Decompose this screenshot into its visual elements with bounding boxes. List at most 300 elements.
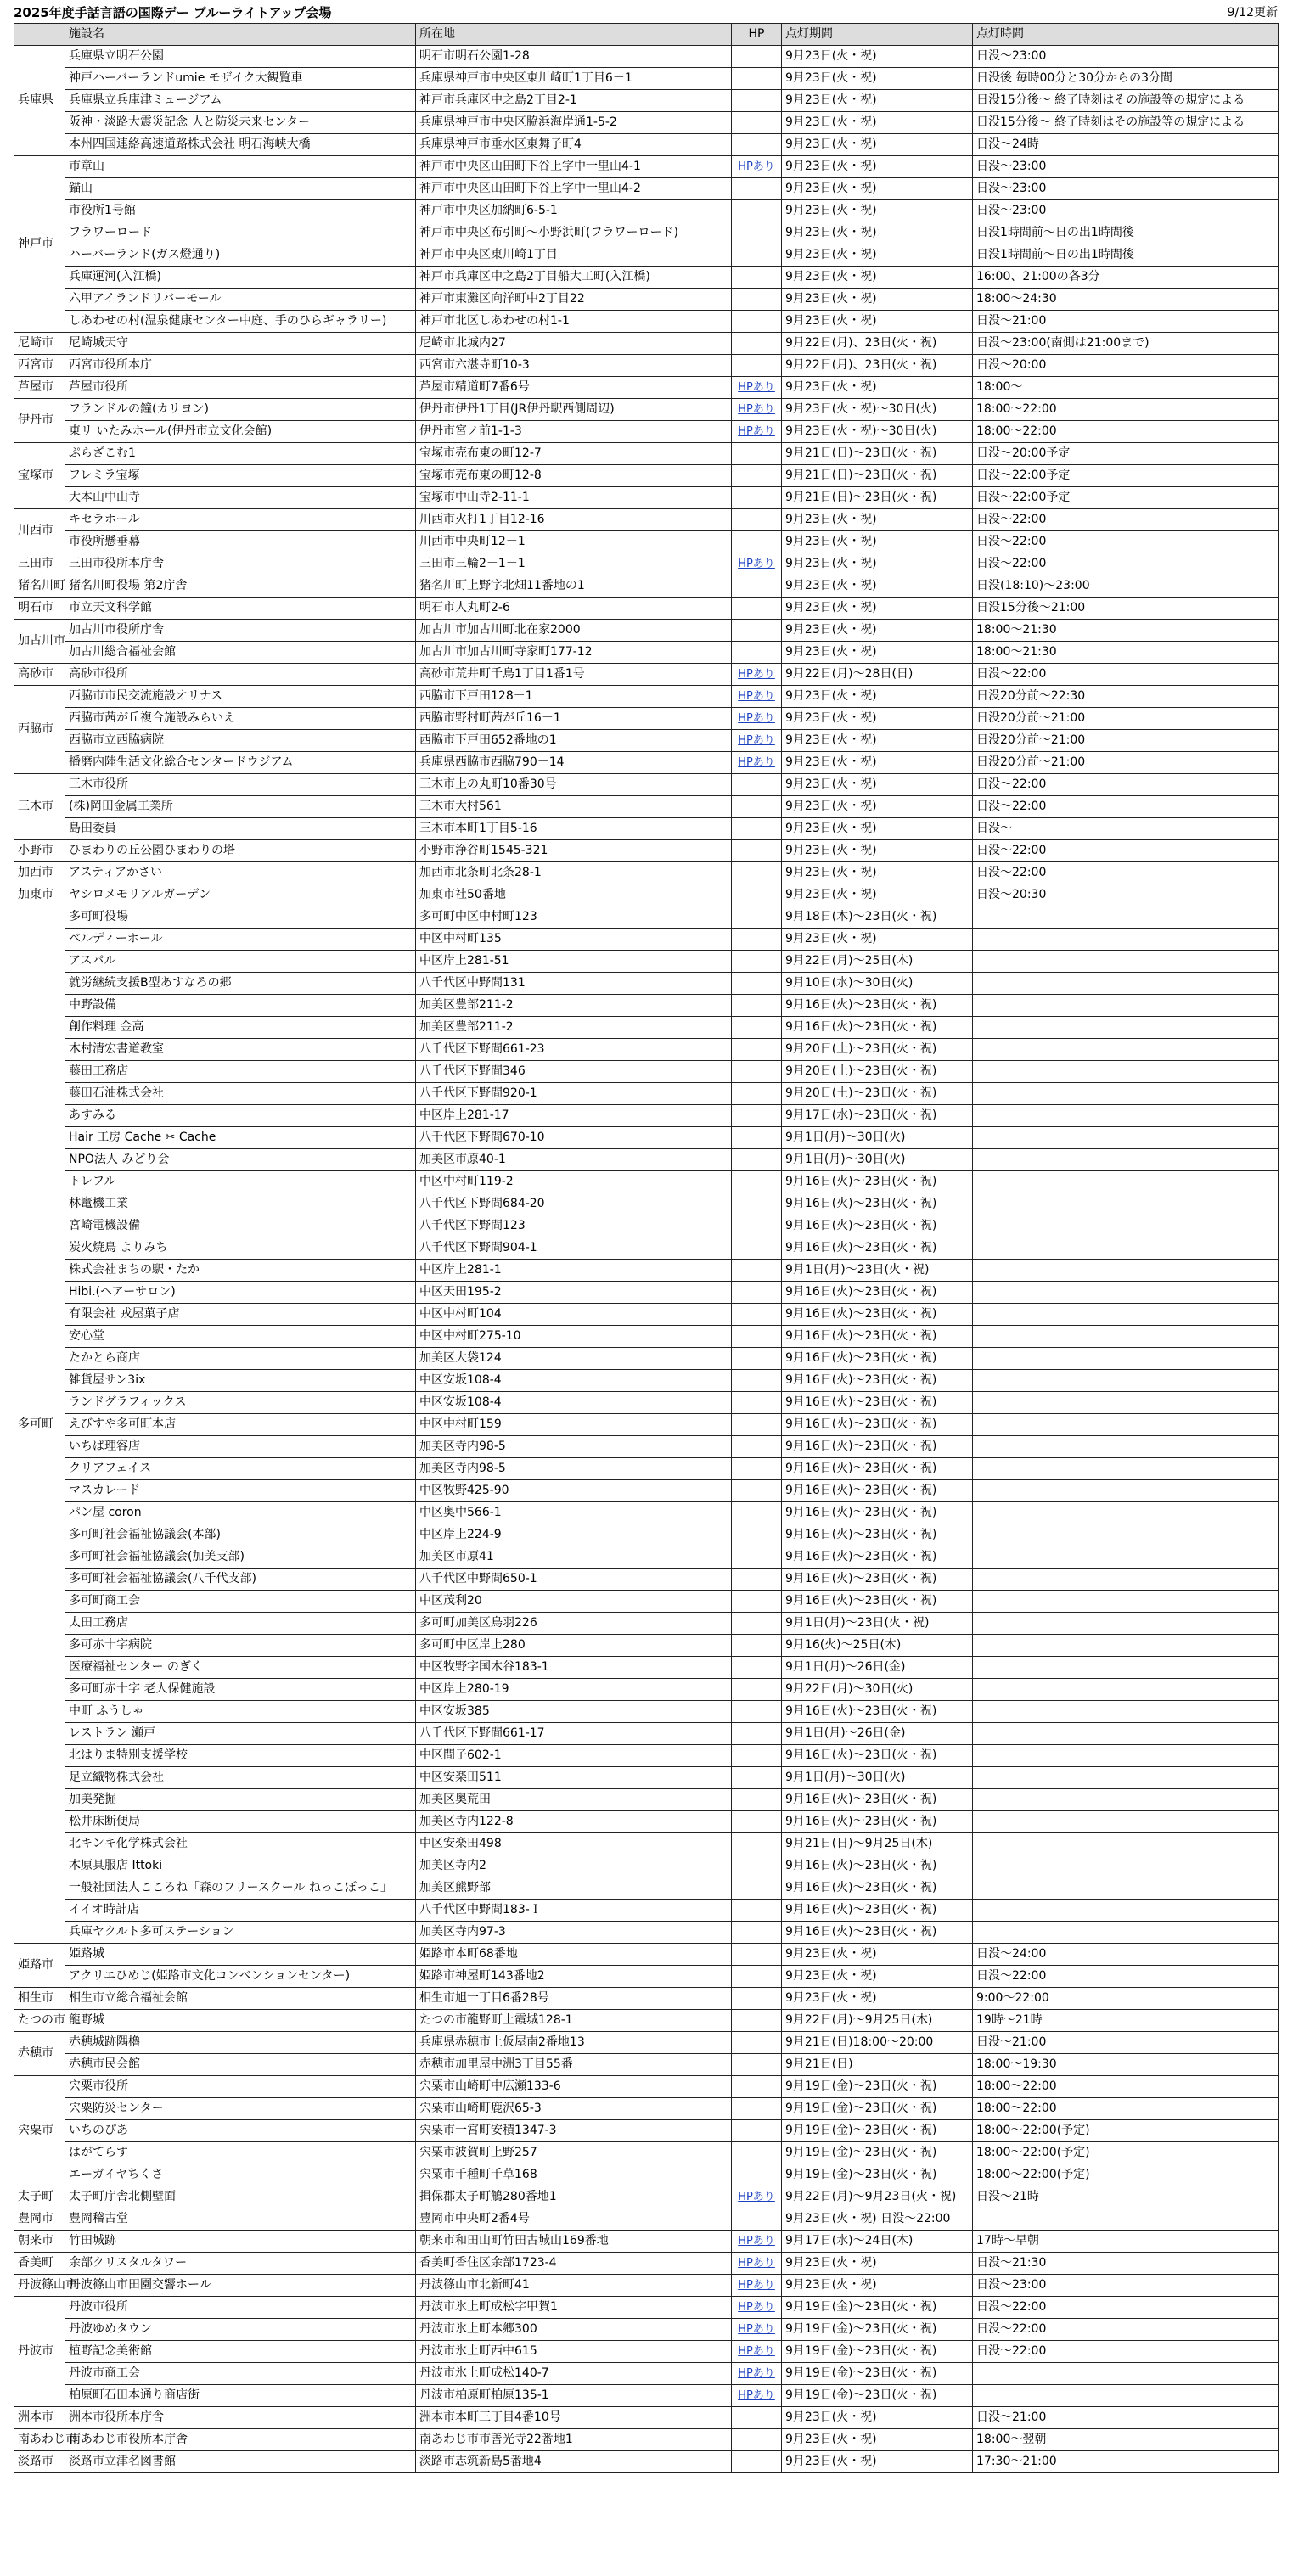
hp-cell (732, 1789, 782, 1811)
period-cell: 9月1日(月)～26日(金) (782, 1657, 973, 1679)
address-cell: 兵庫県神戸市中央区脇浜海岸通1-5-2 (416, 112, 732, 134)
table-row (14, 686, 1279, 708)
facility-name-cell: 多可町商工会 (65, 1591, 416, 1613)
hours-cell (973, 1657, 1279, 1679)
period-cell: 9月16日(火)～23日(火・祝) (782, 1789, 973, 1811)
address-cell: 中区中村町275-10 (416, 1326, 732, 1348)
address-cell: 八千代区下野間670-10 (416, 1127, 732, 1149)
hours-cell (973, 1679, 1279, 1701)
table-row (14, 1215, 1279, 1237)
period-cell: 9月23日(火・祝) (782, 46, 973, 68)
address-cell: 淡路市志筑新島5番地4 (416, 2451, 732, 2473)
facility-name-cell: 赤穂市民会館 (65, 2054, 416, 2076)
address-cell: 神戸市兵庫区中之島2丁目2-1 (416, 90, 732, 112)
hp-link[interactable]: HPあり (738, 2389, 775, 2402)
municipality-cell: 朝来市 (14, 2231, 65, 2253)
table-row (14, 2208, 1279, 2231)
hp-cell (732, 2363, 782, 2385)
facility-name-cell: いちば理容店 (65, 1436, 416, 1458)
hours-cell: 日没～22:00予定 (973, 465, 1279, 487)
hp-cell (732, 267, 782, 289)
header-hp: HP (732, 24, 782, 46)
hp-link[interactable]: HPあり (738, 2301, 775, 2314)
facility-name-cell: 尼崎城天守 (65, 333, 416, 355)
hp-cell (732, 1171, 782, 1193)
hours-cell (973, 1767, 1279, 1789)
hp-cell (732, 112, 782, 134)
address-cell: 八千代区下野間920-1 (416, 1083, 732, 1105)
table-row (14, 267, 1279, 289)
facility-name-cell: 三田市役所本庁舎 (65, 553, 416, 575)
table-row (14, 1458, 1279, 1480)
facility-name-cell: 東リ いたみホール(伊丹市立文化会館) (65, 421, 416, 443)
facility-name-cell: 藤田石油株式会社 (65, 1083, 416, 1105)
hours-cell: 日没15分後～ 終了時刻はその施設等の規定による (973, 112, 1279, 134)
address-cell: 中区牧野425-90 (416, 1480, 732, 1502)
municipality-cell: 猪名川町 (14, 575, 65, 598)
address-cell: 加東市社50番地 (416, 884, 732, 906)
hp-cell (732, 686, 782, 708)
hp-cell (732, 642, 782, 664)
facility-name-cell: 多可町社会福祉協議会(本部) (65, 1524, 416, 1546)
period-cell: 9月16日(火)～23日(火・祝) (782, 1855, 973, 1877)
facility-name-cell: えびすや多可町本店 (65, 1414, 416, 1436)
table-row (14, 1701, 1279, 1723)
municipality-cell: 南あわじ市 (14, 2429, 65, 2451)
hours-cell (973, 906, 1279, 929)
hp-cell (732, 1348, 782, 1370)
address-cell: 香美町香住区余部1723-4 (416, 2253, 732, 2275)
table-row (14, 1679, 1279, 1701)
address-cell: 神戸市北区しあわせの村1-1 (416, 311, 732, 333)
period-cell: 9月1日(月)～30日(火) (782, 1127, 973, 1149)
facility-name-cell: しあわせの村(温泉健康センター中庭、手のひらギャラリー) (65, 311, 416, 333)
hp-cell (732, 1613, 782, 1635)
table-row (14, 1304, 1279, 1326)
table-row (14, 1944, 1279, 1966)
hp-cell (732, 2385, 782, 2407)
hours-cell: 日没～21時 (973, 2186, 1279, 2208)
facility-name-cell: 芦屋市役所 (65, 377, 416, 399)
facility-name-cell: ハーバーランド(ガス燈通り) (65, 244, 416, 267)
table-row (14, 2407, 1279, 2429)
hp-link[interactable]: HPあり (738, 668, 775, 681)
address-cell: 中区奥中566-1 (416, 1502, 732, 1524)
table-row (14, 90, 1279, 112)
period-cell: 9月23日(火・祝) 日没～22:00 (782, 2208, 973, 2231)
table-row (14, 377, 1279, 399)
period-cell: 9月21日(日)～23日(火・祝) (782, 487, 973, 509)
period-cell: 9月16日(火)～23日(火・祝) (782, 1458, 973, 1480)
period-cell: 9月16日(火)～23日(火・祝) (782, 1745, 973, 1767)
period-cell: 9月16日(火)～23日(火・祝) (782, 1900, 973, 1922)
facility-name-cell: NPO法人 みどり会 (65, 1149, 416, 1171)
table-header-row (14, 24, 1279, 46)
address-cell: 中区安楽田511 (416, 1767, 732, 1789)
facility-name-cell: 炭火焼鳥 よりみち (65, 1237, 416, 1260)
address-cell: 南あわじ市市善光寺22番地1 (416, 2429, 732, 2451)
facility-name-cell: 西宮市役所本庁 (65, 355, 416, 377)
hp-cell (732, 487, 782, 509)
table-row (14, 1767, 1279, 1789)
period-cell: 9月16日(火)～23日(火・祝) (782, 1922, 973, 1944)
hp-link[interactable]: HPあり (738, 2345, 775, 2358)
hours-cell: 日没～22:00 (973, 509, 1279, 531)
facility-name-cell: 兵庫県立明石公園 (65, 46, 416, 68)
hours-cell (973, 1326, 1279, 1348)
table-row (14, 1502, 1279, 1524)
hp-cell (732, 1569, 782, 1591)
municipality-cell: 香美町 (14, 2253, 65, 2275)
hp-cell (732, 2297, 782, 2319)
hours-cell: 18:00～22:00(予定) (973, 2120, 1279, 2142)
hp-cell (732, 1502, 782, 1524)
table-row (14, 2363, 1279, 2385)
address-cell: 加西市北条町北条28-1 (416, 862, 732, 884)
period-cell: 9月23日(火・祝) (782, 774, 973, 796)
hours-cell: 9:00～22:00 (973, 1988, 1279, 2010)
period-cell: 9月23日(火・祝) (782, 752, 973, 774)
table-row (14, 818, 1279, 840)
hp-cell (732, 2120, 782, 2142)
period-cell: 9月23日(火・祝) (782, 200, 973, 222)
period-cell: 9月16日(火)～23日(火・祝) (782, 1436, 973, 1458)
hp-cell (732, 1193, 782, 1215)
address-cell: 宍粟市波賀町上野257 (416, 2142, 732, 2164)
period-cell: 9月20日(土)～23日(火・祝) (782, 1083, 973, 1105)
hp-link[interactable]: HPあり (738, 756, 775, 769)
hp-cell (732, 46, 782, 68)
hp-cell (732, 2407, 782, 2429)
address-cell: 八千代区下野間661-17 (416, 1723, 732, 1745)
municipality-cell: 相生市 (14, 1988, 65, 2010)
hours-cell (973, 1149, 1279, 1171)
hours-cell: 日没～23:00 (973, 178, 1279, 200)
table-row (14, 2010, 1279, 2032)
period-cell: 9月23日(火・祝) (782, 840, 973, 862)
period-cell: 9月23日(火・祝) (782, 884, 973, 906)
hours-cell: 16:00、21:00の各3分 (973, 267, 1279, 289)
hp-cell (732, 1436, 782, 1458)
period-cell: 9月23日(火・祝) (782, 686, 973, 708)
hp-cell (732, 244, 782, 267)
facility-name-cell: 木村清宏書道教室 (65, 1039, 416, 1061)
period-cell: 9月19日(金)～23日(火・祝) (782, 2142, 973, 2164)
address-cell: 神戸市東灘区向洋町中2丁目22 (416, 289, 732, 311)
hp-link[interactable]: HPあり (738, 558, 775, 570)
table-row (14, 664, 1279, 686)
period-cell: 9月17日(水)～24日(木) (782, 2231, 973, 2253)
facility-name-cell: フランドルの鐘(カリヨン) (65, 399, 416, 421)
hours-cell (973, 1811, 1279, 1833)
hp-cell (732, 1900, 782, 1922)
address-cell: 西脇市下戸田128－1 (416, 686, 732, 708)
period-cell: 9月23日(火・祝) (782, 68, 973, 90)
table-row (14, 951, 1279, 973)
facility-name-cell: 多可赤十字病院 (65, 1635, 416, 1657)
hp-link[interactable]: HPあり (738, 160, 775, 173)
hours-cell: 日没～21:00 (973, 311, 1279, 333)
address-cell: 中区間子602-1 (416, 1745, 732, 1767)
period-cell: 9月22日(月)～25日(木) (782, 951, 973, 973)
address-cell: 八千代区中野間650-1 (416, 1569, 732, 1591)
period-cell: 9月16日(火)～23日(火・祝) (782, 1569, 973, 1591)
facility-name-cell: 株式会社まちの駅・たか (65, 1260, 416, 1282)
facility-name-cell: あすみる (65, 1105, 416, 1127)
hours-cell (973, 1414, 1279, 1436)
hp-cell (732, 1723, 782, 1745)
facility-name-cell: アクリエひめじ(姫路市文化コンベンションセンター) (65, 1966, 416, 1988)
period-cell: 9月19日(金)～23日(火・祝) (782, 2363, 973, 2385)
period-cell: 9月16日(火)～23日(火・祝) (782, 1215, 973, 1237)
address-cell: 朝来市和田山町竹田古城山169番地 (416, 2231, 732, 2253)
period-cell: 9月1日(月)～26日(金) (782, 1723, 973, 1745)
hp-link[interactable]: HPあり (738, 690, 775, 703)
address-cell: 宝塚市売布東の町12-8 (416, 465, 732, 487)
hours-cell (973, 1877, 1279, 1900)
table-row (14, 995, 1279, 1017)
hp-cell (732, 2098, 782, 2120)
table-row (14, 2054, 1279, 2076)
facility-name-cell: 丹波市役所 (65, 2297, 416, 2319)
table-row (14, 443, 1279, 465)
table-row (14, 2341, 1279, 2363)
table-row (14, 1127, 1279, 1149)
period-cell: 9月16日(火)～23日(火・祝) (782, 1414, 973, 1436)
hp-link[interactable]: HPあり (738, 2367, 775, 2380)
hp-cell (732, 421, 782, 443)
hp-cell (732, 951, 782, 973)
hp-cell (732, 1326, 782, 1348)
facility-name-cell: フレミラ宝塚 (65, 465, 416, 487)
hours-cell (973, 1193, 1279, 1215)
facility-name-cell: 丹波篠山市田園交響ホール (65, 2275, 416, 2297)
facility-name-cell: 南あわじ市役所本庁舎 (65, 2429, 416, 2451)
table-row (14, 68, 1279, 90)
table-row (14, 1657, 1279, 1679)
table-row (14, 134, 1279, 156)
facility-name-cell: 市役所懸垂幕 (65, 531, 416, 553)
table-row (14, 1922, 1279, 1944)
facility-name-cell: アスパル (65, 951, 416, 973)
period-cell: 9月16日(火)～23日(火・祝) (782, 1370, 973, 1392)
hours-cell (973, 973, 1279, 995)
hp-link[interactable]: HPあり (738, 2257, 775, 2270)
hp-cell (732, 2010, 782, 2032)
table-row (14, 289, 1279, 311)
hp-cell (732, 289, 782, 311)
hp-cell (732, 1149, 782, 1171)
period-cell: 9月17日(水)～23日(火・祝) (782, 1105, 973, 1127)
hp-cell (732, 598, 782, 620)
address-cell: 三木市上の丸町10番30号 (416, 774, 732, 796)
table-row (14, 2297, 1279, 2319)
hp-cell (732, 1260, 782, 1282)
table-row (14, 1900, 1279, 1922)
hp-cell (732, 2054, 782, 2076)
address-cell: たつの市龍野町上霞城128-1 (416, 2010, 732, 2032)
table-row (14, 112, 1279, 134)
table-row (14, 642, 1279, 664)
hours-cell: 日没15分後～ 終了時刻はその施設等の規定による (973, 90, 1279, 112)
hp-cell (732, 929, 782, 951)
facility-name-cell: 宍粟防災センター (65, 2098, 416, 2120)
address-cell: 姫路市本町68番地 (416, 1944, 732, 1966)
hp-link[interactable]: HPあり (738, 712, 775, 725)
hp-cell (732, 620, 782, 642)
hp-link[interactable]: HPあり (738, 425, 775, 438)
hp-link[interactable]: HPあり (738, 2323, 775, 2336)
period-cell: 9月16日(火)～23日(火・祝) (782, 1171, 973, 1193)
period-cell: 9月22日(月)～9月23日(火・祝) (782, 2186, 973, 2208)
hp-cell (732, 1635, 782, 1657)
table-row (14, 1966, 1279, 1988)
address-cell: 丹波市氷上町本郷300 (416, 2319, 732, 2341)
hours-cell: 18:00～21:30 (973, 642, 1279, 664)
hours-cell: 日没～22:00 (973, 531, 1279, 553)
address-cell: 川西市火打1丁目12-16 (416, 509, 732, 531)
period-cell: 9月23日(火・祝) (782, 2429, 973, 2451)
period-cell: 9月23日(火・祝) (782, 553, 973, 575)
period-cell: 9月16日(火)～23日(火・祝) (782, 1591, 973, 1613)
hp-cell (732, 134, 782, 156)
facility-name-cell: 太子町庁舎北側壁面 (65, 2186, 416, 2208)
hp-cell (732, 2231, 782, 2253)
hp-link[interactable]: HPあり (738, 2279, 775, 2292)
hp-cell (732, 1237, 782, 1260)
hp-cell (732, 1701, 782, 1723)
facility-name-cell: 丹波市商工会 (65, 2363, 416, 2385)
address-cell: 兵庫県西脇市西脇790－14 (416, 752, 732, 774)
period-cell: 9月23日(火・祝) (782, 531, 973, 553)
address-cell: 西脇市下戸田652番地の1 (416, 730, 732, 752)
address-cell: 中区中村町119-2 (416, 1171, 732, 1193)
facility-name-cell: ぷらざこむ1 (65, 443, 416, 465)
table-row (14, 1613, 1279, 1635)
hours-cell (973, 1458, 1279, 1480)
address-cell: 兵庫県神戸市中央区東川崎町1丁目6－1 (416, 68, 732, 90)
table-row (14, 222, 1279, 244)
table-row (14, 333, 1279, 355)
period-cell: 9月23日(火・祝) (782, 244, 973, 267)
hours-cell: 日没～22:00 (973, 796, 1279, 818)
address-cell: 小野市浄谷町1545-321 (416, 840, 732, 862)
hours-cell (973, 1789, 1279, 1811)
hp-cell (732, 156, 782, 178)
table-row (14, 2385, 1279, 2407)
hours-cell: 日没～22:00 (973, 553, 1279, 575)
address-cell: 加美区寺内98-5 (416, 1436, 732, 1458)
facility-name-cell: 市章山 (65, 156, 416, 178)
hp-link[interactable]: HPあり (738, 2235, 775, 2248)
table-row (14, 1061, 1279, 1083)
facility-name-cell: 丹波ゆめタウン (65, 2319, 416, 2341)
address-cell: 姫路市神屋町143番地2 (416, 1966, 732, 1988)
table-row (14, 1546, 1279, 1569)
hp-cell (732, 333, 782, 355)
hp-cell (732, 708, 782, 730)
hp-link[interactable]: HPあり (738, 734, 775, 747)
hours-cell (973, 1546, 1279, 1569)
table-row (14, 46, 1279, 68)
municipality-cell: 西宮市 (14, 355, 65, 377)
hp-link[interactable]: HPあり (738, 381, 775, 394)
period-cell: 9月23日(火・祝) (782, 730, 973, 752)
hours-cell: 日没後 毎時00分と30分からの3分間 (973, 68, 1279, 90)
table-row (14, 1193, 1279, 1215)
municipality-cell: 小野市 (14, 840, 65, 862)
facility-name-cell: 加古川総合福祉会館 (65, 642, 416, 664)
hours-cell: 日没～21:30 (973, 2253, 1279, 2275)
hours-cell (973, 1591, 1279, 1613)
address-cell: 丹波篠山市北新町41 (416, 2275, 732, 2297)
period-cell: 9月23日(火・祝) (782, 575, 973, 598)
table-row (14, 399, 1279, 421)
hp-cell (732, 1127, 782, 1149)
period-cell: 9月23日(火・祝) (782, 1966, 973, 1988)
hp-cell (732, 355, 782, 377)
facility-name-cell: 三木市役所 (65, 774, 416, 796)
hp-cell (732, 509, 782, 531)
municipality-cell: たつの市 (14, 2010, 65, 2032)
facility-name-cell: エーガイヤちくさ (65, 2164, 416, 2186)
hp-cell (732, 1833, 782, 1855)
hours-cell: 日没～23:00 (973, 2275, 1279, 2297)
hp-cell (732, 1877, 782, 1900)
hours-cell: 日没20分前～21:00 (973, 752, 1279, 774)
hours-cell: 日没～22:00 (973, 2297, 1279, 2319)
period-cell: 9月23日(火・祝) (782, 156, 973, 178)
table-row (14, 1811, 1279, 1833)
hours-cell: 18:00～22:00 (973, 421, 1279, 443)
table-row (14, 796, 1279, 818)
table-row (14, 598, 1279, 620)
municipality-cell: 宝塚市 (14, 443, 65, 509)
municipality-cell: 明石市 (14, 598, 65, 620)
period-cell: 9月16日(火)～23日(火・祝) (782, 1326, 973, 1348)
period-cell: 9月16日(火)～23日(火・祝) (782, 1392, 973, 1414)
address-cell: 神戸市中央区山田町下谷上字中一里山4-2 (416, 178, 732, 200)
hp-link[interactable]: HPあり (738, 2191, 775, 2203)
municipality-cell: 三田市 (14, 553, 65, 575)
hours-cell: 日没～23:00 (973, 200, 1279, 222)
facility-name-cell: 足立織物株式会社 (65, 1767, 416, 1789)
table-row (14, 708, 1279, 730)
hours-cell: 17時～早朝 (973, 2231, 1279, 2253)
table-row (14, 730, 1279, 752)
header-facility-name: 施設名 (65, 24, 416, 46)
address-cell: 神戸市中央区布引町～小野浜町(フラワーロード) (416, 222, 732, 244)
table-row (14, 2253, 1279, 2275)
address-cell: 八千代区下野間661-23 (416, 1039, 732, 1061)
hp-cell (732, 1039, 782, 1061)
address-cell: 丹波市氷上町西中615 (416, 2341, 732, 2363)
period-cell: 9月23日(火・祝) (782, 642, 973, 664)
hp-cell (732, 2319, 782, 2341)
hp-cell (732, 1944, 782, 1966)
hp-link[interactable]: HPあり (738, 403, 775, 416)
facility-name-cell: 洲本市役所本庁舎 (65, 2407, 416, 2429)
facility-name-cell: 医療福祉センター のぎく (65, 1657, 416, 1679)
hours-cell: 日没～21:00 (973, 2032, 1279, 2054)
hours-cell: 日没～22:00 (973, 664, 1279, 686)
period-cell: 9月23日(火・祝) (782, 509, 973, 531)
facility-name-cell: 余部クリスタルタワー (65, 2253, 416, 2275)
address-cell: 中区茂利20 (416, 1591, 732, 1613)
facility-name-cell: 安心堂 (65, 1326, 416, 1348)
hours-cell: 日没～22:00予定 (973, 487, 1279, 509)
address-cell: 加美区市原41 (416, 1546, 732, 1569)
